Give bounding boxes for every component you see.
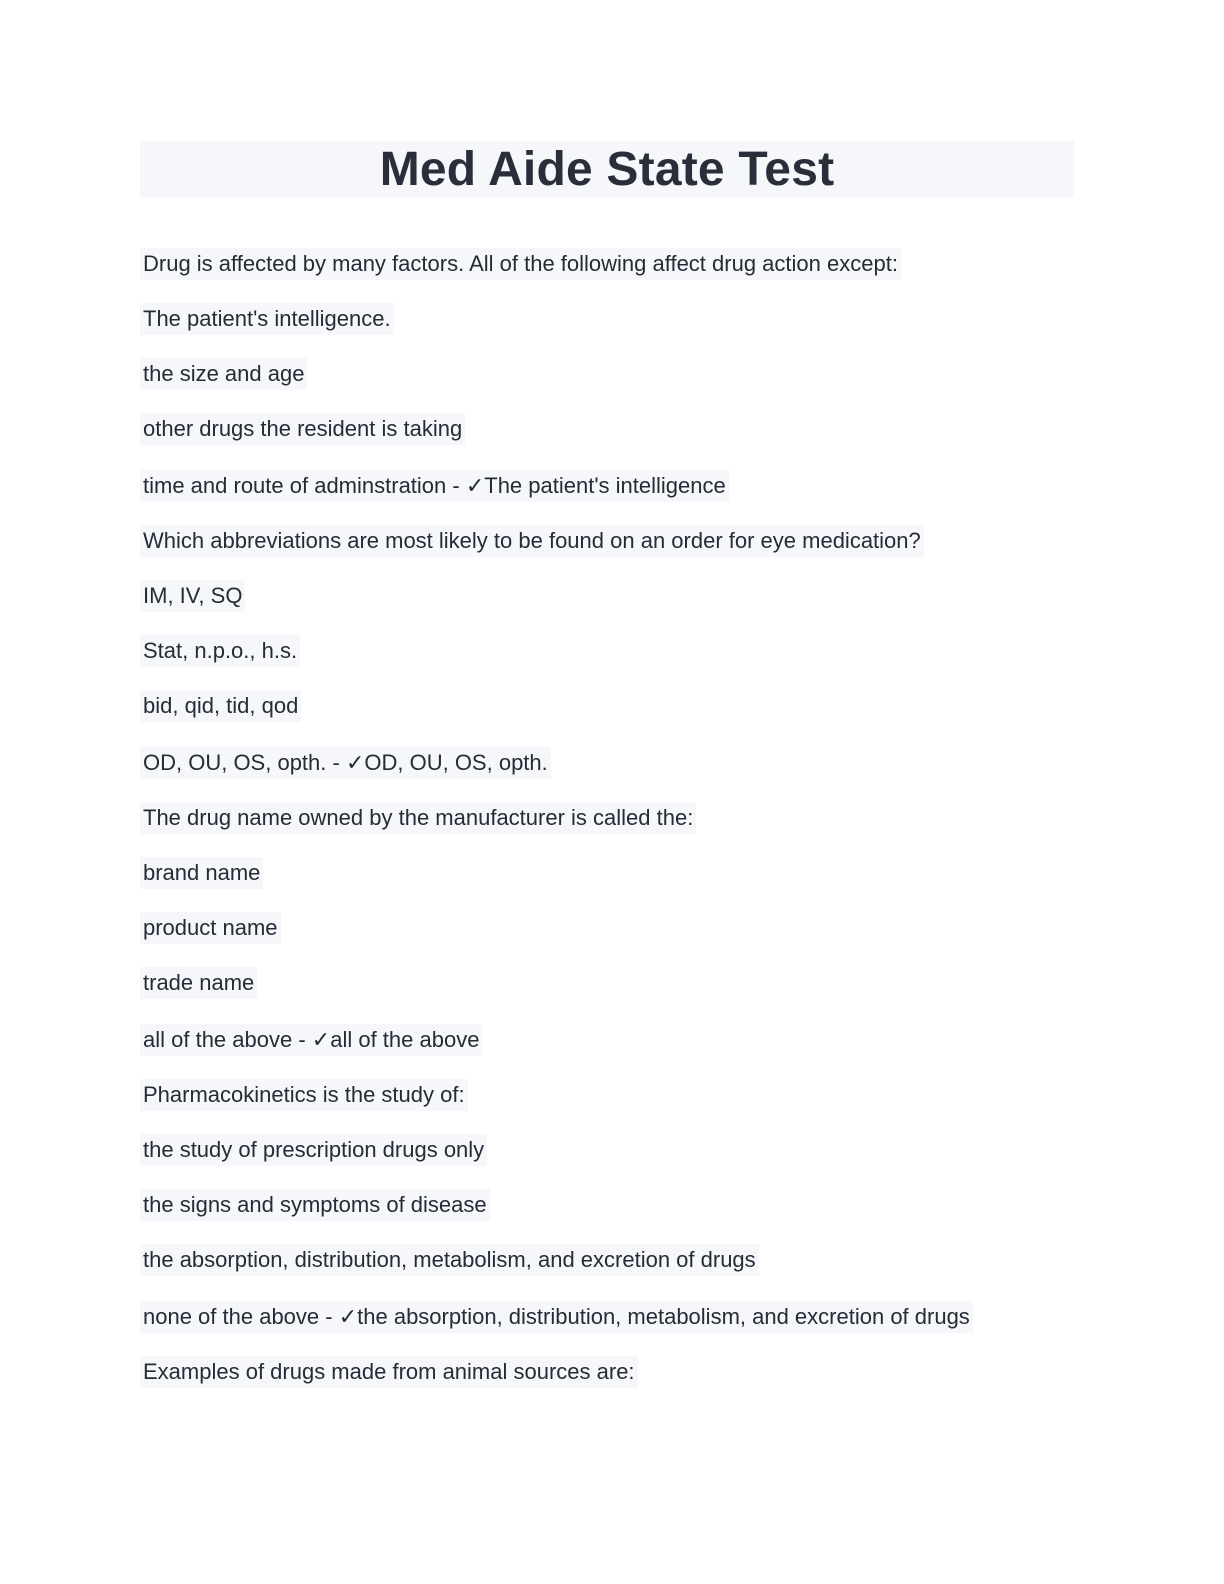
answer-option	[140, 912, 1080, 967]
question-2	[140, 525, 1080, 580]
answer-option-text: Stat, n.p.o., h.s.	[140, 635, 300, 667]
answer-option-text: the absorption, distribution, metabolism, and excretion of drugs	[140, 1244, 759, 1276]
question-text: The drug name owned by the manufacturer is called the:	[140, 802, 696, 834]
answer-option-text: bid, qid, tid, qod	[140, 690, 301, 722]
answer-option	[140, 967, 1080, 1024]
answer-option-text: trade name	[140, 967, 257, 999]
answer-option-text: other drugs the resident is taking	[140, 413, 465, 445]
question-3	[140, 802, 1080, 857]
answer-option	[140, 1244, 1080, 1301]
question-4	[140, 1079, 1080, 1134]
answer-option-text: product name	[140, 912, 281, 944]
answer-option	[140, 303, 1080, 358]
answer-option	[140, 580, 1080, 635]
answer-key-text: none of the above - ✓the absorption, distribution, metabolism, and excretion of drugs	[140, 1301, 973, 1333]
answer-with-key	[140, 1024, 1080, 1079]
answer-option	[140, 1134, 1080, 1189]
answer-option-text: IM, IV, SQ	[140, 580, 245, 612]
answer-key-text: time and route of adminstration - ✓The patient's intelligence	[140, 470, 729, 502]
answer-option-text: The patient's intelligence.	[140, 303, 394, 335]
question-1	[140, 248, 1080, 303]
question-text: Drug is affected by many factors. All of the following affect drug action except:	[140, 248, 901, 280]
answer-option	[140, 857, 1080, 912]
answer-with-key	[140, 1301, 1080, 1356]
question-text: Which abbreviations are most likely to be found on an order for eye medication?	[140, 525, 924, 557]
answer-key-text: all of the above - ✓all of the above	[140, 1024, 482, 1056]
answer-option-text: the size and age	[140, 358, 307, 390]
answer-with-key	[140, 470, 1080, 525]
question-text: Examples of drugs made from animal sources are:	[140, 1356, 638, 1388]
answer-option	[140, 358, 1080, 413]
answer-option	[140, 413, 1080, 470]
answer-option	[140, 635, 1080, 690]
question-text: Pharmacokinetics is the study of:	[140, 1079, 468, 1111]
answer-option-text: brand name	[140, 857, 263, 889]
answer-option-text: the study of prescription drugs only	[140, 1134, 487, 1166]
question-5	[140, 1356, 1080, 1411]
document-body	[140, 248, 1080, 1411]
page-title: Med Aide State Test	[379, 143, 835, 196]
title-band	[140, 141, 1074, 198]
answer-option	[140, 690, 1080, 747]
answer-key-text: OD, OU, OS, opth. - ✓OD, OU, OS, opth.	[140, 747, 551, 779]
answer-option	[140, 1189, 1080, 1244]
answer-option-text: the signs and symptoms of disease	[140, 1189, 490, 1221]
answer-with-key	[140, 747, 1080, 802]
